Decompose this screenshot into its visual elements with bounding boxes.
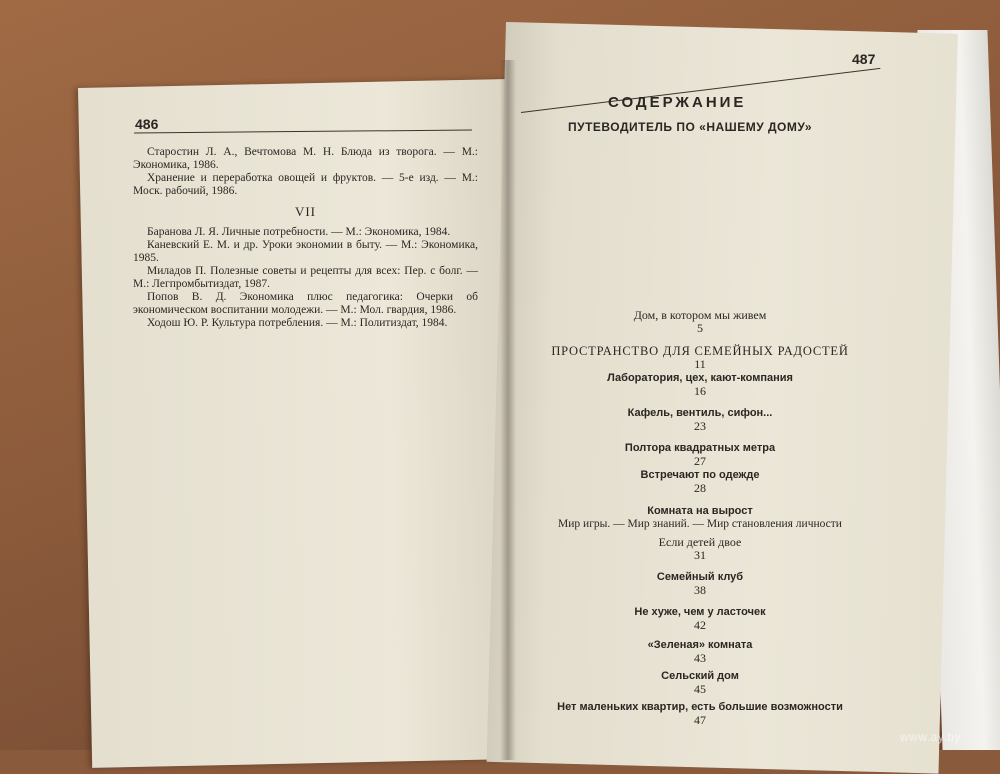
toc-entry	[540, 504, 860, 531]
toc-entry-title: Нет маленьких квартир, есть большие возможности	[557, 701, 843, 713]
bib-entry: Миладов П. Полезные советы и рецепты для всех: Пер. с болг. — М.: Легпромбытиздат, 1987.	[133, 265, 478, 290]
bib-entry: Хранение и переработка овощей и фруктов. — 5-е изд. — М.: Моск. рабочий, 1986.	[133, 172, 478, 197]
toc-entry-title: Встречают по одежде	[640, 469, 760, 481]
bibliography	[133, 146, 478, 330]
toc-entry-title: Комната на вырост	[647, 505, 753, 517]
contents-subtitle: ПУТЕВОДИТЕЛЬ ПО «НАШЕМУ ДОМУ»	[568, 120, 813, 134]
toc-entry-page: 42	[694, 618, 706, 632]
toc-entry-title: Полтора квадратных метра	[624, 442, 776, 454]
section-heading: VII	[294, 204, 317, 219]
toc-entry	[540, 371, 860, 398]
toc-entry	[540, 308, 860, 335]
toc-entry-title: Если детей двое	[658, 535, 742, 549]
toc-entry-page: 43	[694, 651, 706, 665]
toc-entry-title: Не хуже, чем у ласточек	[634, 606, 766, 618]
right-page-number: 487	[852, 51, 876, 67]
toc-entry-page: 45	[694, 682, 706, 696]
toc-entry-title: «Зеленая» комната	[647, 639, 753, 651]
left-page-number: 486	[135, 116, 159, 132]
toc-entry-page: 16	[694, 384, 706, 398]
toc-entry-page: 5	[697, 321, 703, 335]
toc-entry-page: 47	[694, 713, 706, 727]
table-of-contents	[540, 308, 860, 727]
toc-entry-title: Кафель, вентиль, сифон...	[627, 407, 773, 419]
bib-entry: Баранова Л. Я. Личные потребности. — М.: Экономика, 1984.	[147, 226, 451, 238]
toc-entry-title: Семейный клуб	[656, 571, 744, 583]
toc-entry	[540, 468, 860, 495]
toc-entry-title: Лаборатория, цех, кают-компания	[607, 372, 793, 384]
toc-entry-page: 23	[694, 419, 706, 433]
book-gutter	[500, 60, 516, 760]
toc-entry	[540, 605, 860, 632]
contents-title: СОДЕРЖАНИЕ	[608, 94, 747, 111]
toc-entry-page: 38	[694, 583, 706, 597]
toc-entry	[540, 570, 860, 597]
bib-entry: Ходош Ю. Р. Культура потребления. — М.: Политиздат, 1984.	[147, 317, 448, 329]
toc-entry-page: 31	[694, 548, 706, 562]
toc-entry	[540, 441, 860, 468]
toc-entry	[540, 638, 860, 665]
toc-entry	[540, 669, 860, 696]
toc-entry-title: Сельский дом	[661, 670, 739, 682]
toc-entry-title: Дом, в котором мы живем	[633, 308, 767, 322]
toc-entry	[540, 344, 860, 371]
bib-entry: Попов В. Д. Экономика плюс педагогика: Очерки об экономическом воспитании молодежи. — М.: Мол. гвардия, 1986.	[133, 291, 478, 316]
toc-entry	[540, 535, 860, 562]
toc-entry-page: 27	[694, 454, 706, 468]
bib-entry: Каневский Е. М. и др. Уроки экономии в быту. — М.: Экономика, 1985.	[133, 239, 478, 264]
toc-entry	[540, 700, 860, 727]
toc-entry-subtitle: Мир игры. — Мир знаний. — Мир становления личности	[558, 518, 842, 530]
bib-entry: Старостин Л. А., Вечтомова М. Н. Блюда из творога. — М.: Экономика, 1986.	[133, 146, 478, 171]
toc-entry	[540, 406, 860, 433]
toc-entry-title: ПРОСТРАНСТВО ДЛЯ СЕМЕЙНЫХ РАДОСТЕЙ	[551, 344, 849, 358]
toc-entry-page: 11	[694, 357, 706, 371]
watermark: www.ay.by	[900, 730, 961, 744]
toc-entry-page: 28	[694, 481, 706, 495]
